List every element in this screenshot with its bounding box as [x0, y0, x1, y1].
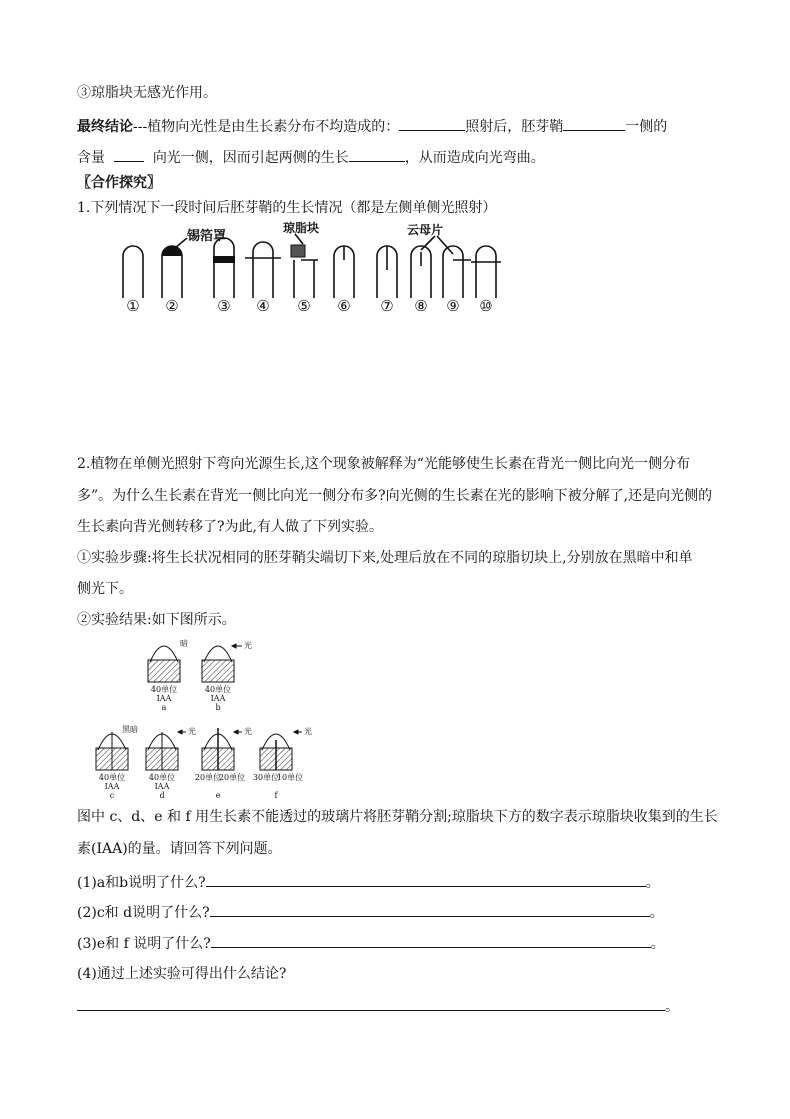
blank-growth[interactable] [349, 147, 405, 162]
number-8: ⑧ [414, 297, 428, 315]
period-4: 。 [665, 999, 679, 1015]
number-6: ⑥ [337, 297, 351, 315]
conclusion2-part-3: ，从而造成向光弯曲。 [404, 150, 545, 166]
q2-note-2: 素(IAA)的量。请回答下列问题。 [77, 841, 282, 857]
period-3: 。 [650, 936, 665, 952]
q2-intro-3: 生长素向背光侧转移了?为此,有人做了下列实验。 [77, 519, 383, 535]
number-10: ⑩ [479, 297, 493, 315]
iaa-b: IAA [210, 694, 226, 703]
units-e-right: 20单位 [218, 773, 246, 782]
foil-label: 锡箔罩 [187, 229, 227, 244]
answer-line-1[interactable] [206, 872, 646, 887]
period-2: 。 [649, 905, 664, 921]
label-dark-a: 暗 [180, 639, 188, 648]
units-c: 40单位 [98, 773, 126, 782]
q2-step-1b: 侧光下。 [77, 581, 133, 597]
number-3: ③ [217, 297, 231, 315]
number-4: ④ [256, 297, 270, 315]
units-e-left: 20单位 [194, 773, 222, 782]
label-light-d: 光 [188, 727, 196, 736]
conclusion-dash: --- [133, 119, 148, 135]
letter-d: d [159, 791, 165, 800]
sub-question-2-text: (2)c和 d说明了什么? [77, 905, 210, 921]
units-f-right: 10单位 [276, 773, 304, 782]
label-light-b: 光 [244, 641, 252, 650]
section-title: 〖合作探究〗 [77, 175, 161, 191]
iaa-c: IAA [104, 782, 120, 791]
sub-question-1-text: (1)a和b说明了什么? [77, 875, 206, 891]
q2-note-1: 图中 c、d、e 和 f 用生长素不能透过的玻璃片将胚芽鞘分割;琼脂块下方的数字表示琼脂块收集到的生长 [77, 809, 718, 825]
period-1: 。 [645, 875, 660, 891]
block-e-left [202, 748, 218, 770]
conclusion2-part-2: 向光一侧，因而引起两侧的生长 [152, 150, 349, 166]
sub-question-4: (4)通过上述实验可得出什么结论? [77, 966, 287, 982]
blank-side[interactable] [563, 116, 625, 131]
question-1-text: 1.下列情况下一段时间后胚芽鞘的生长情况（都是左侧单侧光照射） [77, 200, 497, 216]
letter-f: f [274, 791, 278, 800]
coleoptile-4 [253, 242, 273, 298]
label-dark-c: 黑暗 [122, 725, 138, 734]
item-3-text: ③琼脂块无感光作用。 [77, 85, 217, 101]
units-d: 40单位 [148, 773, 176, 782]
letter-c: c [109, 791, 115, 800]
number-2: ② [165, 297, 179, 315]
iaa-a: IAA [156, 694, 172, 703]
block-e-right [218, 748, 234, 770]
units-a: 40单位 [150, 685, 178, 694]
coleoptile-figure-1 [115, 218, 515, 318]
blank-light[interactable] [399, 116, 465, 131]
coleoptile-5 [294, 260, 318, 298]
coleoptile-3 [214, 238, 234, 298]
letter-a: a [161, 703, 167, 712]
conclusion-line-2 [77, 147, 545, 167]
block-b [202, 660, 234, 682]
blank-content[interactable] [114, 147, 144, 162]
block-f-right [276, 748, 292, 770]
sub-question-3 [77, 933, 665, 953]
sub-question-4-answer [77, 996, 679, 1016]
q2-intro-1: 2.植物在单侧光照射下弯向光源生长,这个现象被解释为“光能够使生长素在背光一侧比向光一侧分布 [77, 456, 690, 472]
q2-intro-2: 多”。为什么生长素在背光一侧比向光一侧分布多?向光侧的生长素在光的影响下被分解了,还是向光侧的 [77, 488, 713, 504]
units-b: 40单位 [204, 685, 232, 694]
units-f-left: 30单位 [252, 773, 280, 782]
conclusion-label: 最终结论 [77, 119, 133, 135]
q2-step-2: ②实验结果:如下图所示。 [77, 612, 236, 628]
letter-e: e [215, 791, 221, 800]
conclusion-part-1: 植物向光性是由生长素分布不均造成的： [147, 119, 400, 135]
coleoptile-1 [123, 246, 143, 298]
answer-line-4[interactable] [77, 996, 665, 1011]
mica-label: 云母片 [407, 223, 444, 237]
q2-step-1a: ①实验步骤:将生长状况相同的胚芽鞘尖端切下来,处理后放在不同的琼脂切块上,分别放在黑暗中和单 [77, 550, 693, 566]
coleoptile-10 [476, 246, 496, 298]
conclusion2-part-1: 含量 [77, 150, 105, 166]
block-f-left [260, 748, 276, 770]
sub-question-1 [77, 872, 660, 892]
sub-question-3-text: (3)e和 f 说明了什么? [77, 936, 211, 952]
number-7: ⑦ [380, 297, 394, 315]
number-5: ⑤ [297, 297, 311, 315]
sub-question-2 [77, 902, 664, 922]
iaa-d: IAA [154, 782, 170, 791]
conclusion-part-3: 一侧的 [625, 119, 668, 135]
answer-line-3[interactable] [211, 933, 651, 948]
conclusion-part-2: 照射后，胚芽鞘 [465, 119, 564, 135]
label-light-e: 光 [244, 727, 252, 736]
agar-experiment-figure [90, 632, 330, 810]
answer-line-2[interactable] [210, 902, 650, 917]
label-light-f: 光 [304, 727, 312, 736]
conclusion-line-1 [77, 116, 667, 136]
number-9: ⑨ [446, 297, 460, 315]
block-a [148, 660, 180, 682]
agar-label: 琼脂块 [283, 221, 320, 235]
number-1: ① [126, 297, 140, 315]
letter-b: b [215, 703, 221, 712]
